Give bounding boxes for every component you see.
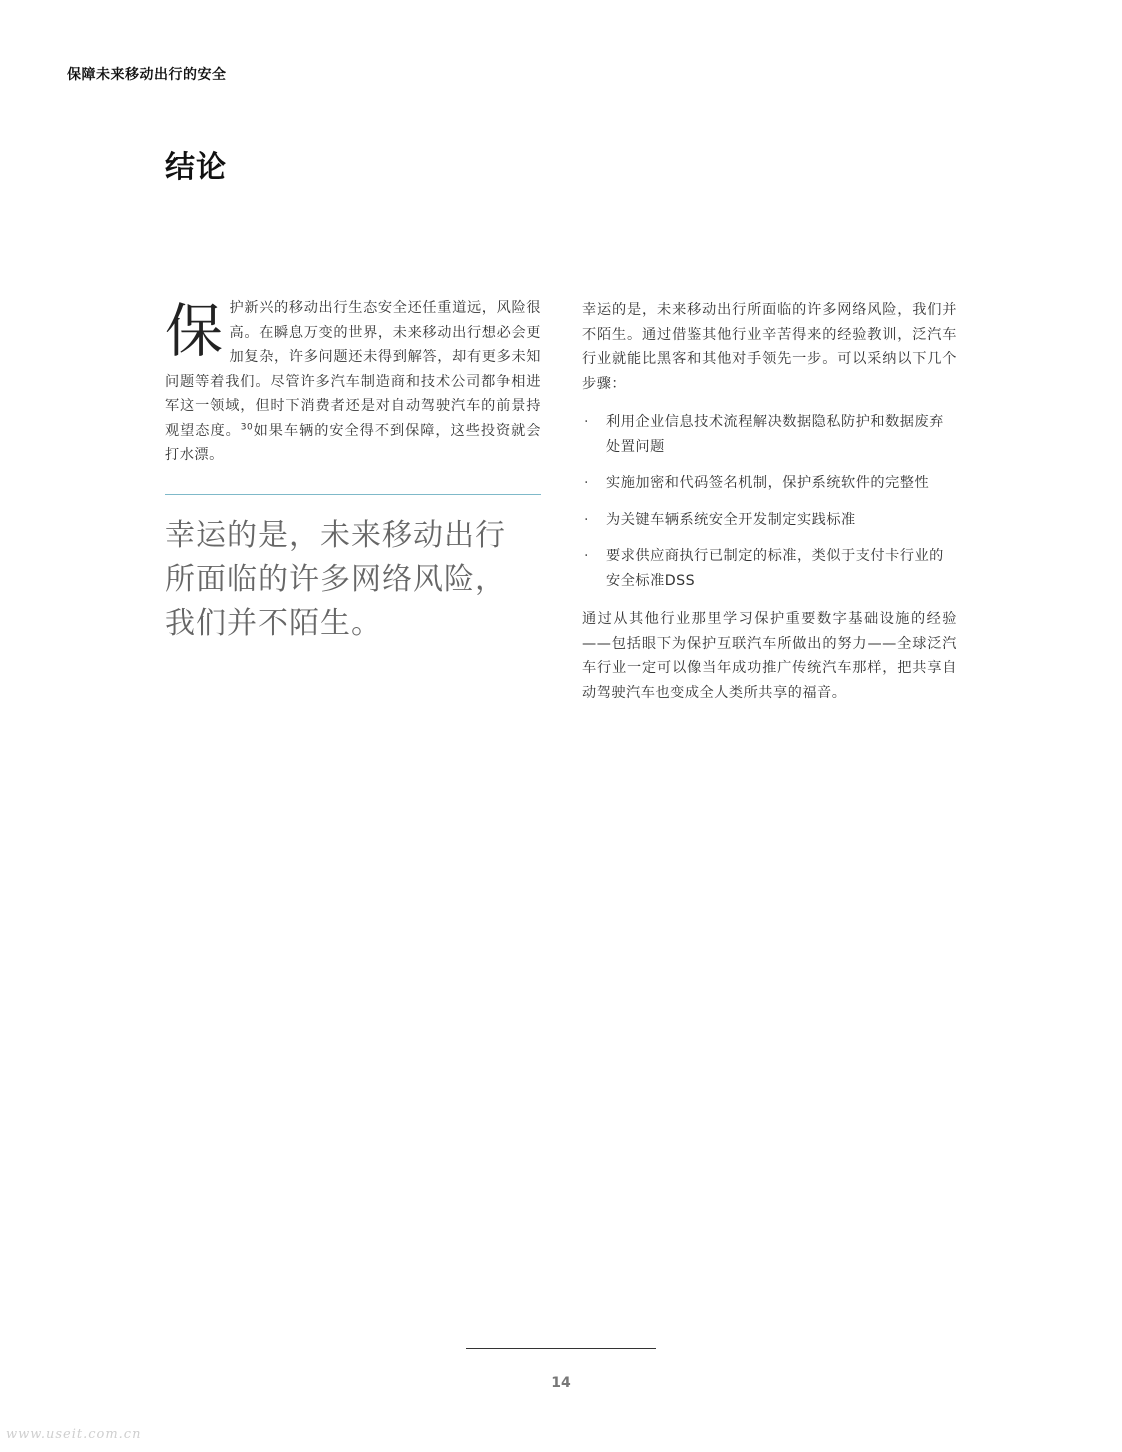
intro-text: 护新兴的移动出行生态安全还任重道远，风险很高。在瞬息万变的世界，未来移动出行想必会更加复杂，许多问题还未得到解答，却有更多未知问题等着我们。尽管许多汽车制造商和技术公司都争相进军这一领域，但时下消费者还是对自动驾驶汽车的前景持观望态度。 xyxy=(165,300,541,439)
pull-quote: 幸运的是，未来移动出行所面临的许多网络风险，我们并不陌生。 xyxy=(165,518,506,641)
list-item xyxy=(582,544,957,593)
footnote-reference[interactable]: 30 xyxy=(240,421,254,432)
step-text: 利用企业信息技术流程解决数据隐私防护和数据废弃处置问题 xyxy=(606,414,944,455)
step-text: 实施加密和代码签名机制，保护系统软件的完整性 xyxy=(606,475,930,491)
step-text: 为关键车辆系统安全开发制定实践标准 xyxy=(606,511,856,528)
bullet-icon: · xyxy=(584,475,590,491)
pull-quote-divider xyxy=(165,494,541,495)
closing-paragraph: 通过从其他行业那里学习保护重要数字基础设施的经验——包括眼下为保护互联汽车所做出的努力——全球泛汽车行业一定可以像当年成功推广传统汽车那样，把共享自动驾驶汽车也变成全人类所共享的福音。 xyxy=(582,611,957,701)
lead-paragraph: 幸运的是，未来移动出行所面临的许多网络风险，我们并不陌生。通过借鉴其他行业辛苦得来的经验教训，泛汽车行业就能比黑客和其他对手领先一步。可以采纳以下几个步骤： xyxy=(582,302,957,392)
drop-cap: 保 xyxy=(165,297,224,365)
intro-paragraph xyxy=(165,296,541,468)
list-item xyxy=(582,410,957,459)
section-title: 结论 xyxy=(165,150,227,185)
bullet-icon: · xyxy=(584,511,590,528)
intro-text-tail: 如果车辆的安全得不到保障，这些投资就会打水漂。 xyxy=(165,422,541,463)
list-item xyxy=(582,508,957,533)
right-column xyxy=(582,298,957,705)
step-text: 要求供应商执行已制定的标准，类似于支付卡行业的安全标准DSS xyxy=(606,548,944,589)
bullet-icon: · xyxy=(584,548,590,564)
list-item xyxy=(582,471,957,496)
bullet-icon: · xyxy=(584,414,590,430)
watermark: www.useit.com.cn xyxy=(6,1427,142,1442)
steps-list xyxy=(582,410,957,593)
left-column xyxy=(165,296,541,468)
footer-rule xyxy=(466,1348,656,1349)
page-number: 14 xyxy=(551,1375,571,1391)
running-header: 保障未来移动出行的安全 xyxy=(67,67,227,83)
